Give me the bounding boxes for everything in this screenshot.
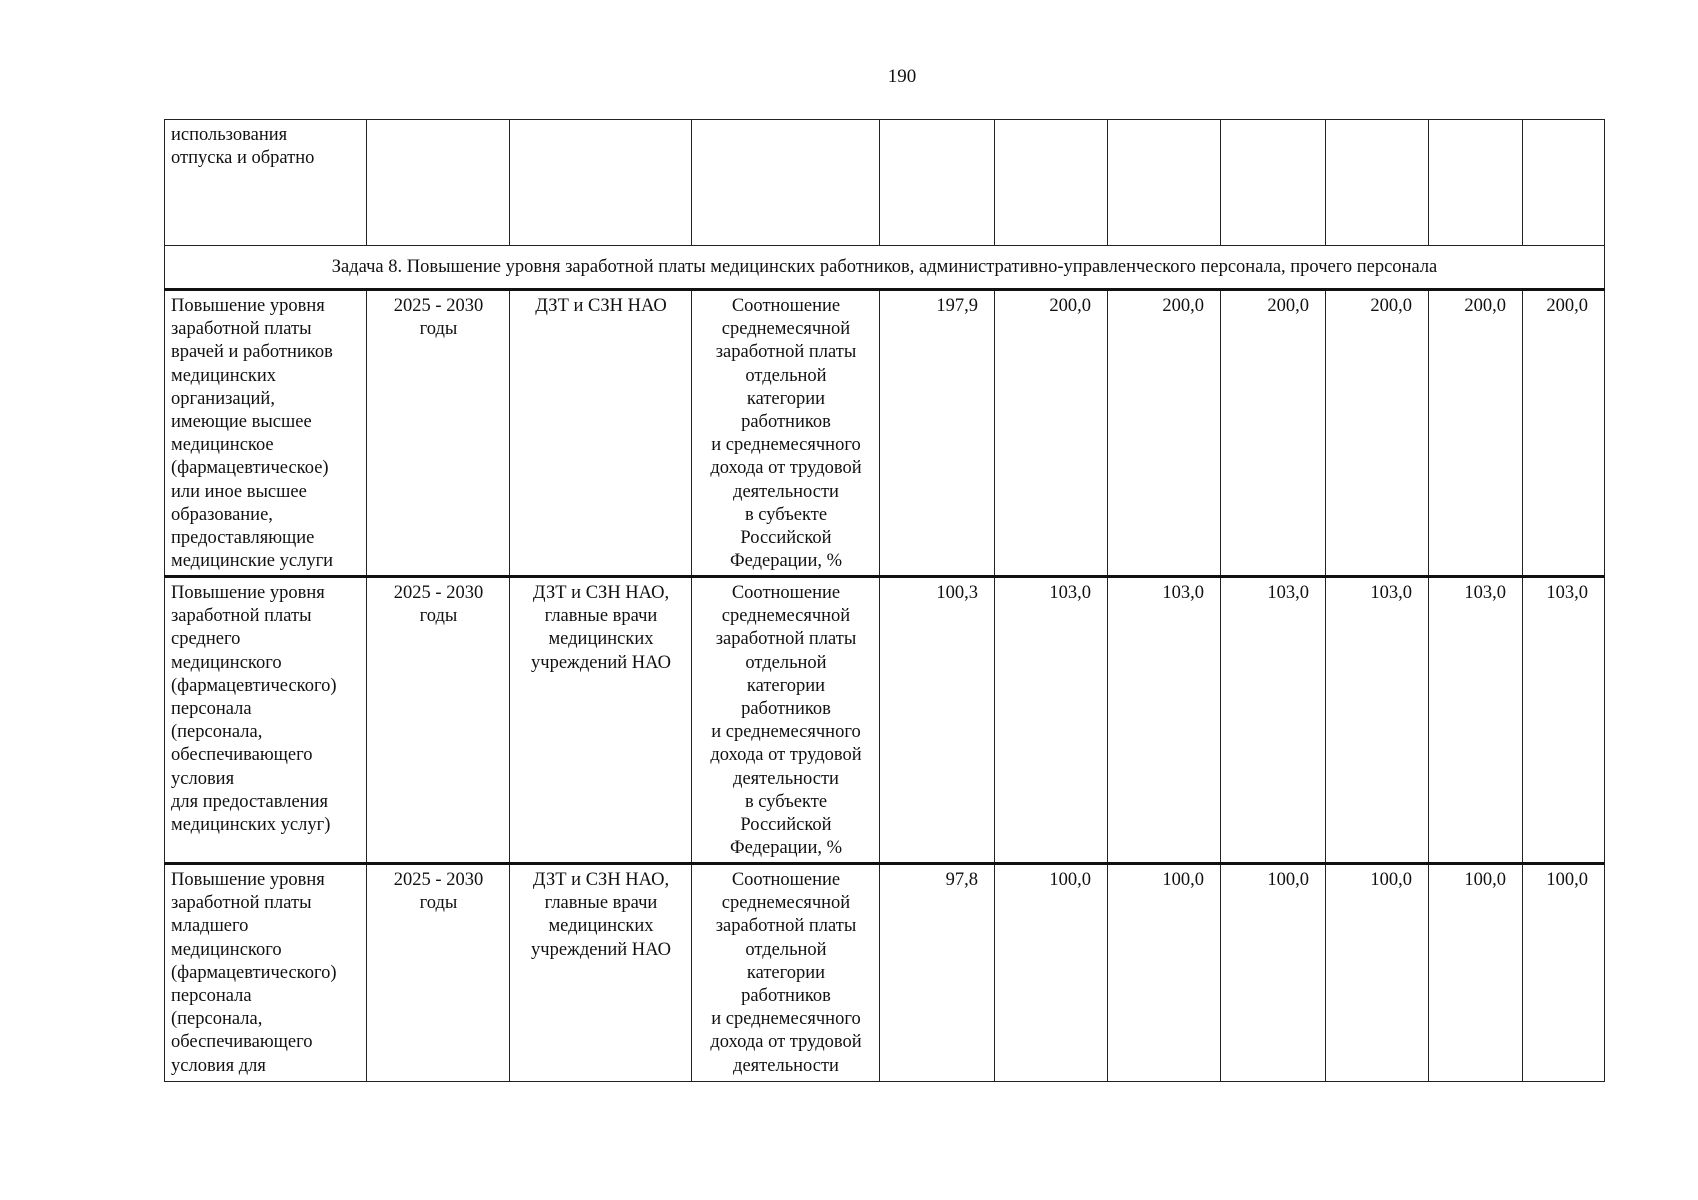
continuation-row — [165, 120, 1605, 246]
value-cell: 97,8 — [880, 864, 995, 1082]
indicator: Соотношение среднемесячной заработной платы отдельной категории работников и среднемесячного дохода от трудовой деятельности — [692, 864, 880, 1082]
measure-name: Повышение уровня заработной платы среднего медицинского (фармацевтического) персонала (персонала, обеспечивающего условия для предоставления медицинских услуг) — [165, 577, 367, 864]
task-header-row — [165, 246, 1605, 290]
table-row — [165, 577, 1605, 864]
value-cell: 100,0 — [1429, 864, 1523, 1082]
period: 2025 - 2030 годы — [367, 864, 510, 1082]
executor: ДЗТ и СЗН НАО, главные врачи медицинских учреждений НАО — [510, 864, 692, 1082]
value-cell: 103,0 — [995, 577, 1108, 864]
value-cell: 100,0 — [1326, 864, 1429, 1082]
indicator: Соотношение среднемесячной заработной платы отдельной категории работников и среднемесячного дохода от трудовой деятельности в субъекте Российской Федерации, % — [692, 577, 880, 864]
executor: ДЗТ и СЗН НАО — [510, 290, 692, 577]
value-cell: 200,0 — [995, 290, 1108, 577]
task-header: Задача 8. Повышение уровня заработной платы медицинских работников, административно-управленческого персонала, прочего персонала — [165, 246, 1605, 290]
empty-cell — [1429, 120, 1523, 246]
table-row — [165, 290, 1605, 577]
empty-cell — [995, 120, 1108, 246]
value-cell: 100,0 — [995, 864, 1108, 1082]
indicator: Соотношение среднемесячной заработной платы отдельной категории работников и среднемесячного дохода от трудовой деятельности в субъекте Российской Федерации, % — [692, 290, 880, 577]
empty-cell — [367, 120, 510, 246]
value-cell: 103,0 — [1326, 577, 1429, 864]
value-cell: 200,0 — [1221, 290, 1326, 577]
period: 2025 - 2030 годы — [367, 290, 510, 577]
empty-cell — [692, 120, 880, 246]
value-cell: 103,0 — [1429, 577, 1523, 864]
value-cell: 103,0 — [1221, 577, 1326, 864]
empty-cell — [1108, 120, 1221, 246]
empty-cell — [510, 120, 692, 246]
measure-name: Повышение уровня заработной платы младшего медицинского (фармацевтического) персонала (персонала, обеспечивающего условия для — [165, 864, 367, 1082]
value-cell: 103,0 — [1108, 577, 1221, 864]
value-cell: 197,9 — [880, 290, 995, 577]
executor: ДЗТ и СЗН НАО, главные врачи медицинских учреждений НАО — [510, 577, 692, 864]
value-cell: 103,0 — [1523, 577, 1605, 864]
value-cell: 100,0 — [1221, 864, 1326, 1082]
empty-cell — [1523, 120, 1605, 246]
indicators-table — [164, 119, 1605, 1082]
value-cell: 200,0 — [1429, 290, 1523, 577]
value-cell: 200,0 — [1108, 290, 1221, 577]
value-cell: 100,3 — [880, 577, 995, 864]
empty-cell — [880, 120, 995, 246]
empty-cell — [1326, 120, 1429, 246]
row-name-cell: использования отпуска и обратно — [165, 120, 367, 246]
period: 2025 - 2030 годы — [367, 577, 510, 864]
value-cell: 100,0 — [1108, 864, 1221, 1082]
value-cell: 200,0 — [1523, 290, 1605, 577]
empty-cell — [1221, 120, 1326, 246]
page-number: 190 — [887, 66, 917, 87]
value-cell: 100,0 — [1523, 864, 1605, 1082]
value-cell: 200,0 — [1326, 290, 1429, 577]
table-row — [165, 864, 1605, 1082]
measure-name: Повышение уровня заработной платы врачей и работников медицинских организаций, имеющие высшее медицинское (фармацевтическое) или иное высшее образование, предоставляющие медицинские услуги — [165, 290, 367, 577]
